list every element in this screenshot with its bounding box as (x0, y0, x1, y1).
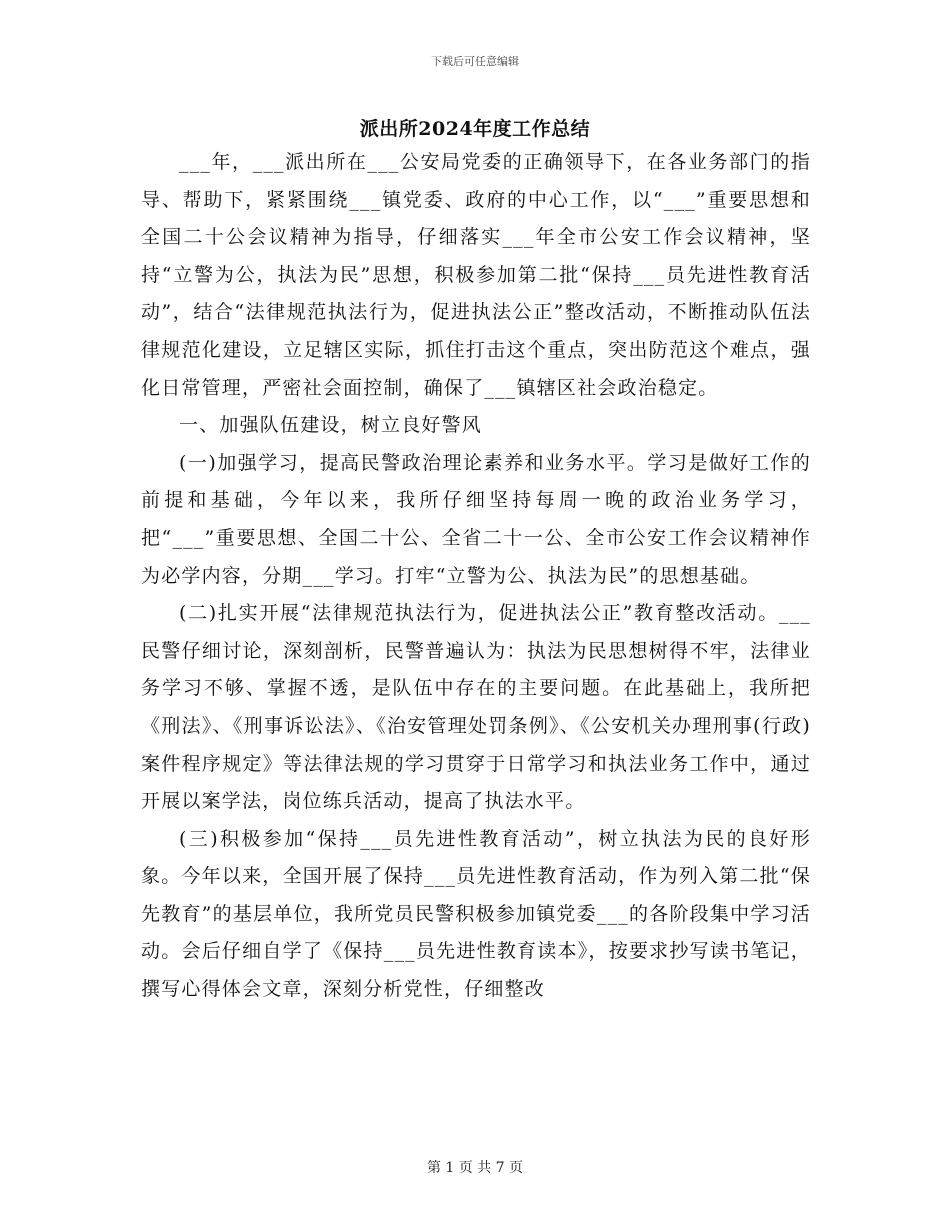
section-heading-1: 一、加强队伍建设，树立良好警风 (179, 414, 483, 437)
document-title: 派出所2024年度工作总结 (359, 118, 591, 140)
document-body (141, 144, 811, 1009)
paragraph-1-1: (一)加强学习，提高民警政治理论素养和业务水平。学习是做好工作的前提和基础，今年以来，我所仔细坚持每周一晚的政治业务学习，把“___”重要思想、全国二十公、全省二十一公、全市公安工作会议精神作为必学内容，分期___学习。打牢“立警为公、执法为民”的思想基础。 (141, 451, 811, 587)
header-note: 下载后可任意编辑 (431, 55, 519, 68)
paragraph-intro: ___年，___派出所在___公安局党委的正确领导下，在各业务部门的指导、帮助下，紧紧围绕___镇党委、政府的中心工作，以“___”重要思想和全国二十公会议精神为指导，仔细落实___年全市公安工作会议精神，坚持“立警为公，执法为民”思想，积极参加第二批“保持___员先进性教育活动”，结合“法律规范执法行为，促进执法公正”整改活动，不断推动队伍法律规范化建设，立足辖区实际，抓住打击这个重点，突出防范这个难点，强化日常管理，严密社会面控制，确保了___镇辖区社会政治稳定。 (141, 151, 811, 399)
page-number: 第 1 页 共 7 页 (426, 1160, 524, 1176)
paragraph-1-3: (三)积极参加“保持___员先进性教育活动”，树立执法为民的良好形象。今年以来，全国开展了保持___员先进性教育活动，作为列入第二批“保先教育”的基层单位，我所党员民警积极参加镇党委___的各阶段集中学习活动。会后仔细自学了《保持___员先进性教育读本》，按要求抄写读书笔记，撰写心得体会文章，深刻分析党性，仔细整改 (141, 827, 811, 1001)
paragraph-1-2: (二)扎实开展“法律规范执法行为，促进执法公正”教育整改活动。___民警仔细讨论，深刻剖析，民警普遍认为：执法为民思想树得不牢，法律业务学习不够、掌握不透，是队伍中存在的主要问题。在此基础上，我所把《刑法》、《刑事诉讼法》、《治安管理处罚条例》、《公安机关办理刑事(行政)案件程序规定》等法律法规的学习贯穿于日常学习和执法业务工作中，通过开展以案学法，岗位练兵活动，提高了执法水平。 (141, 602, 811, 813)
